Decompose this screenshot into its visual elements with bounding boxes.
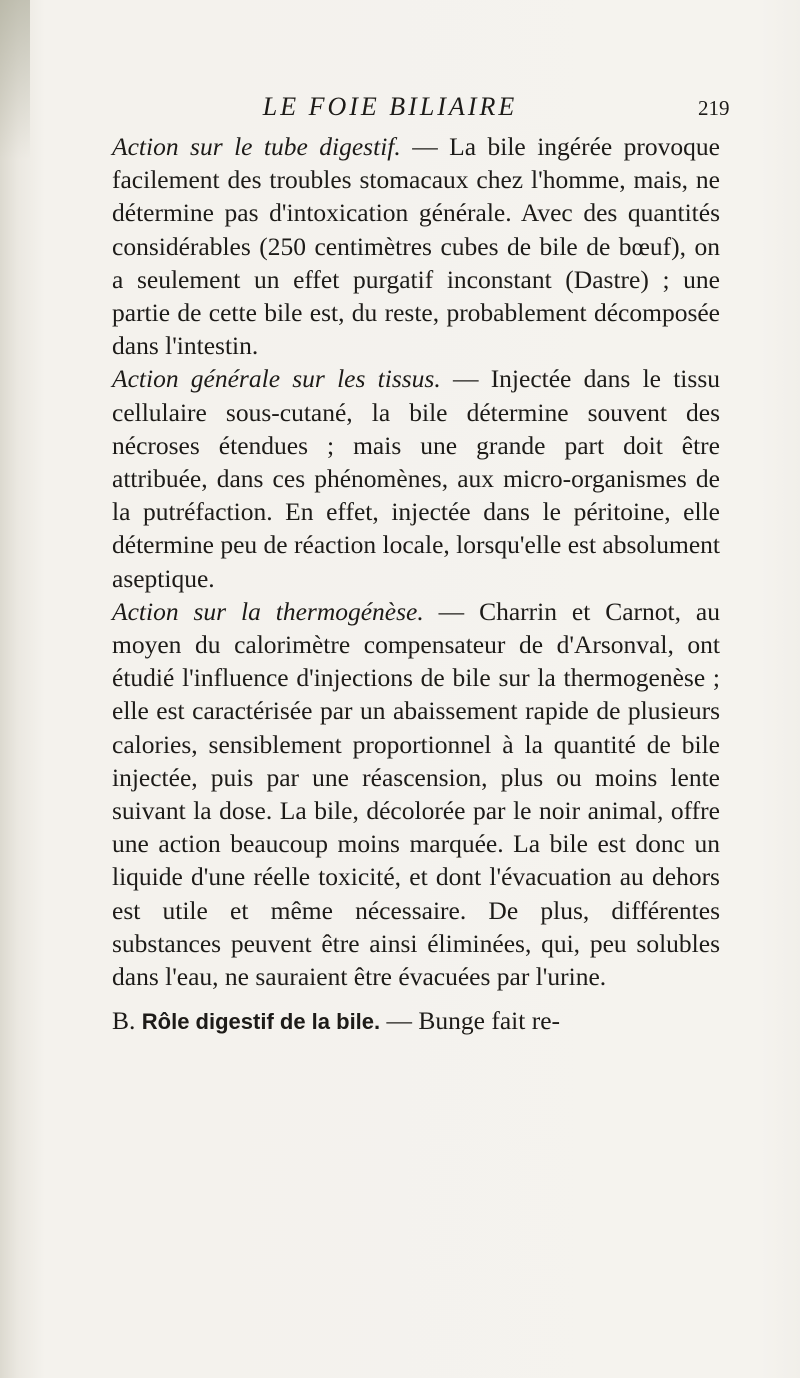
paragraph-digestive-action xyxy=(112,130,720,362)
paragraph-lead: Action générale sur les tissus. xyxy=(112,364,441,394)
section-prefix: B. xyxy=(112,1006,136,1035)
section-heading xyxy=(112,1004,720,1038)
running-head xyxy=(0,88,800,128)
paragraph-lead: Action sur le tube digestif. xyxy=(112,132,401,161)
section-text: — Bunge fait re- xyxy=(380,1006,561,1035)
body-text xyxy=(112,130,720,993)
paragraph-body: — Charrin et Carnot, au moyen du calorimètre compensateur de d'Arsonval, ont étudié l'influence d'injections de bile sur la thermogenèse ; elle est caractérisée par un abaissement rapide de plusieurs calories, sensiblement proportionnel à la quantité de bile injectée, puis par une réascension, plus ou moins lente suivant la dose. La bile, décolorée par le noir animal, offre une action beaucoup moins marquée. La bile est donc un liquide d'une réelle toxicité, et dont l'évacuation au dehors est utile et même nécessaire. De plus, différentes substances peuvent être ainsi éliminées, qui, peu solubles dans l'eau, ne sauraient être évacuées par l'urine. xyxy=(112,596,720,992)
paragraph-lead: Action sur la thermogénèse. xyxy=(112,596,424,626)
page-number: 219 xyxy=(698,96,730,120)
section-label: Rôle digestif de la bile. xyxy=(141,1009,381,1034)
paragraph-thermogenesis-action xyxy=(112,595,720,993)
page-edge-shadow xyxy=(0,0,30,160)
paragraph-tissue-action xyxy=(112,362,720,594)
paragraph-body: — Injectée dans le tissu cellulaire sous-cutané, la bile détermine souvent des nécroses étendues ; mais une grande part doit être attribuée, dans ces phénomènes, aux micro-organismes de la putréfaction. En effet, injectée dans le péritoine, elle détermine peu de réaction locale, lorsqu'elle est absolument aseptique. xyxy=(112,364,720,593)
running-title: LE FOIE BILIAIRE xyxy=(262,92,518,121)
paragraph-body: — La bile ingérée provoque facilement des troubles stomacaux chez l'homme, mais, ne détermine pas d'intoxication générale. Avec des quantités considérables (250 centimètres cubes de bile de bœuf), on a seulement un effet purgatif inconstant (Dastre) ; une partie de cette bile est, du reste, probablement décomposée dans l'intestin. xyxy=(112,132,720,361)
